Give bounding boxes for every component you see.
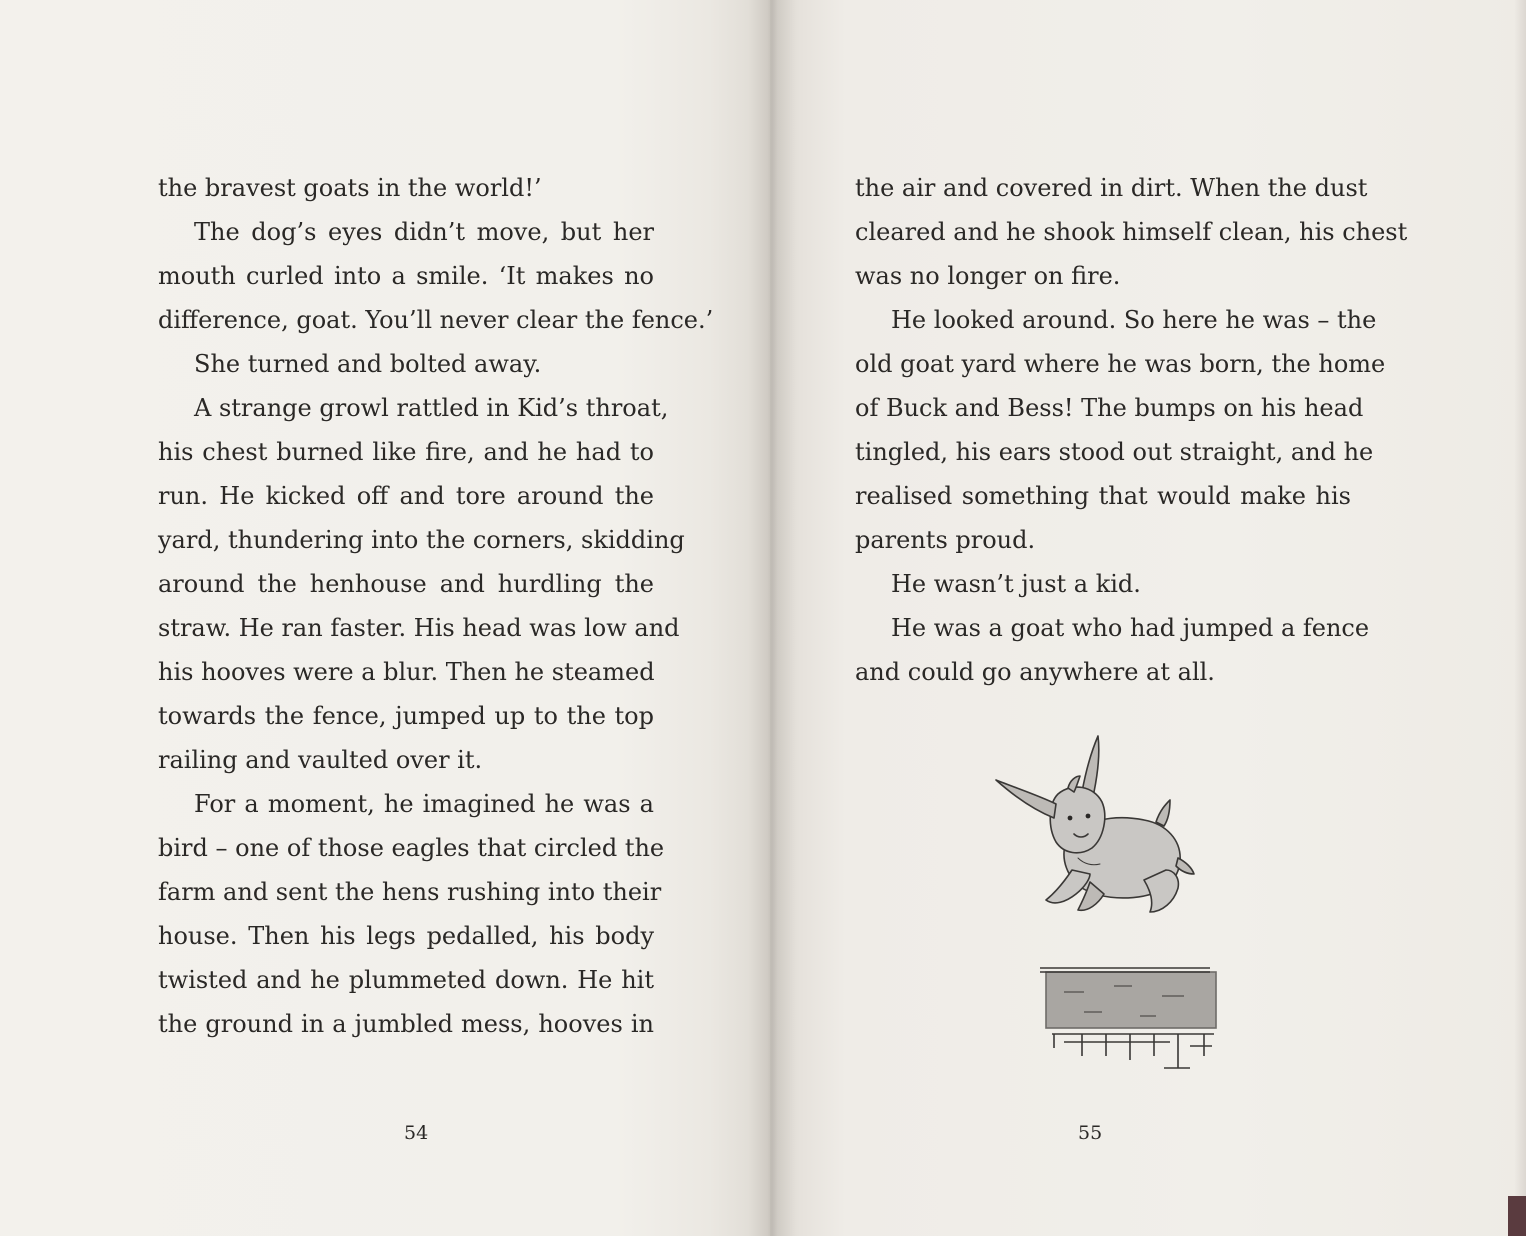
text-line: bird – one of those eagles that circled the [158,834,665,862]
text-line: run. He kicked off and tore around the [158,482,654,510]
goat-jumping-fence-illustration [994,730,1234,1080]
page-edge-shadow [1514,0,1526,1236]
cover-corner [1508,1196,1526,1236]
text-line: towards the fence, jumped up to the top [158,702,654,730]
text-line: old goat yard where he was born, the home [855,350,1386,378]
text-line: the bravest goats in the world!’ [158,174,542,202]
text-line: tingled, his ears stood out straight, and he [855,438,1374,466]
text-line: He wasn’t just a kid. [891,570,1141,598]
left-page-text [158,166,714,1046]
text-line: the ground in a jumbled mess, hooves in [158,1010,654,1038]
text-line: difference, goat. You’ll never clear the fence.’ [158,306,714,334]
text-line: farm and sent the hens rushing into their [158,878,662,906]
page-number-right: 55 [1078,1122,1103,1144]
text-line: She turned and bolted away. [194,350,542,378]
text-line: The dog’s eyes didn’t move, but her [194,218,654,246]
text-line: yard, thundering into the corners, skidding [158,526,685,554]
page-number-left: 54 [404,1122,429,1144]
text-line: mouth curled into a smile. ‘It makes no [158,262,654,290]
right-page-text [855,166,1408,694]
text-line: cleared and he shook himself clean, his chest [855,218,1408,246]
text-line: his chest burned like fire, and he had to [158,438,654,466]
text-line: twisted and he plummeted down. He hit [158,966,654,994]
text-line: A strange growl rattled in Kid’s throat, [194,394,669,422]
goat-figure [996,736,1194,912]
text-line: realised something that would make his [855,482,1351,510]
text-line: straw. He ran faster. His head was low and [158,614,680,642]
text-line: his hooves were a blur. Then he steamed [158,658,655,686]
text-line: For a moment, he imagined he was a [194,790,654,818]
text-line: railing and vaulted over it. [158,746,483,774]
text-line: He was a goat who had jumped a fence [891,614,1370,642]
text-line: house. Then his legs pedalled, his body [158,922,654,950]
fence-drawing [1040,968,1216,1068]
right-page [770,0,1526,1236]
text-line: parents proud. [855,526,1036,554]
text-line: of Buck and Bess! The bumps on his head [855,394,1364,422]
text-line: around the henhouse and hurdling the [158,570,654,598]
text-line: was no longer on fire. [855,262,1121,290]
text-line: He looked around. So here he was – the [891,306,1377,334]
text-line: and could go anywhere at all. [855,658,1215,686]
text-line: the air and covered in dirt. When the dust [855,174,1368,202]
